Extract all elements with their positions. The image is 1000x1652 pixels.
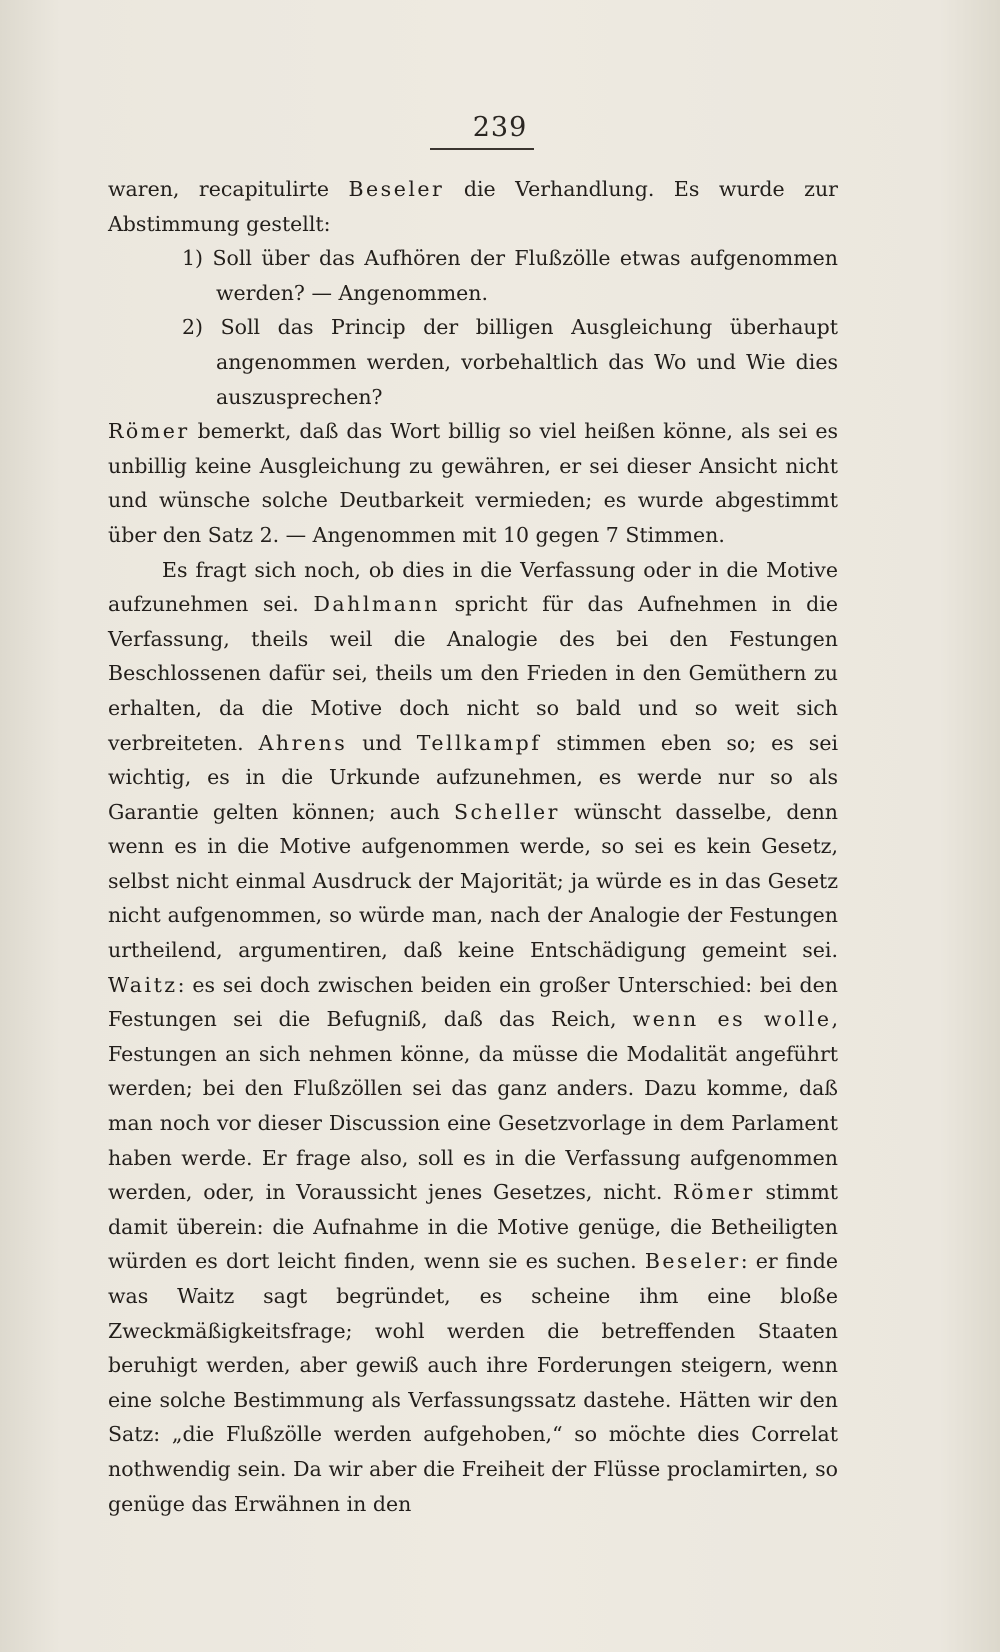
text-run: : er finde was Waitz sagt begründet, es scheine ihm eine bloße Zweckmäßigkeitsfrage; wohl werden die betreffenden Staaten beruhigt werden, aber gewiß auch ihre Forderungen steigern, wenn eine solche Bestimmung als Verfassungssatz dastehe. Hätten wir den Satz: „die Flußzölle werden aufgehoben,“ so möchte dies Correlat nothwendig sein. Da wir aber die Freiheit der Flüsse proclamirten, so genüge das Erwähnen in den <box>108 1249 838 1516</box>
text-run: waren, recapitulirte <box>108 177 349 201</box>
spaced-name: Dahlmann <box>313 592 440 617</box>
paragraph <box>108 553 838 1522</box>
text-run: 1) Soll über das Aufhören der Flußzölle etwas aufgenommen werden? — Angenommen. <box>182 246 838 305</box>
spaced-name: Tellkampf <box>416 730 542 755</box>
text-run: stimmt damit überein: die Aufnahme in die Motive genüge, die Betheiligten würden es dort leicht finden, wenn sie es suchen. <box>108 1180 838 1274</box>
body-text <box>108 172 838 1521</box>
numbered-item <box>108 241 838 310</box>
spaced-name: Römer <box>673 1180 755 1205</box>
numbered-item <box>108 310 838 414</box>
header-rule <box>430 148 534 150</box>
spaced-name: Ahrens <box>258 730 348 755</box>
text-run: und <box>347 730 417 755</box>
text-run: spricht für das Aufnehmen in die Verfassung, theils weil die Analogie des bei den Festungen Beschlossenen dafür sei, theils um den Frieden in den Gemüthern zu erhalten, da die Motive doch nicht so bald und so weit sich verbreiteten. <box>108 592 838 755</box>
spaced-name: Waitz <box>108 972 178 997</box>
text-run: die Verhandlung. Es wurde zur Abstimmung gestellt: <box>108 177 838 236</box>
spaced-name: Scheller <box>453 799 560 824</box>
text-run: stimmen eben so; es sei wichtig, es in die Urkunde aufzunehmen, es werde nur so als Garantie gelten können; auch <box>108 730 839 824</box>
spaced-name: Römer <box>108 419 190 444</box>
page-number: 239 <box>472 112 528 143</box>
text-run: Es fragt sich noch, ob dies in die Verfassung oder in die Motive aufzunehmen sei. <box>108 557 838 617</box>
spaced-name: Beseler <box>644 1249 741 1274</box>
spaced-name: Beseler <box>348 177 445 201</box>
text-run: 2) Soll das Princip der billigen Ausgleichung überhaupt angenommen werden, vorbehaltlich das Wo und Wie dies auszusprechen? <box>182 315 838 409</box>
text-run: : es sei doch zwischen beiden ein großer Unterschied: bei den Festungen sei die Befugniß, daß das Reich, <box>108 972 838 1032</box>
text-run: , Festungen an sich nehmen könne, da müsse die Modalität angeführt werden; bei den Flußzöllen sei das ganz anders. Dazu komme, daß man noch vor dieser Discussion eine Gesetzvorlage in dem Parlament haben werde. Er frage also, soll es in die Verfassung aufgenommen werden, oder, in Voraussicht jenes Gesetzes, nicht. <box>108 1007 838 1205</box>
paragraph <box>108 172 838 241</box>
text-run: wünscht dasselbe, denn wenn es in die Motive aufgenommen werde, so sei es kein Gesetz, selbst nicht einmal Ausdruck der Majorität; ja würde es in das Gesetz nicht aufgenommen, so würde man, nach der Analogie der Festungen urtheilend, argumentiren, daß keine Entschädigung gemeint sei. <box>108 799 839 963</box>
text-run: bemerkt, daß das Wort billig so viel heißen könne, als sei es unbillig keine Ausgleichung zu gewähren, er sei dieser Ansicht nicht und wünsche solche Deutbarkeit vermieden; es wurde abgestimmt über den Satz 2. — Angenommen mit 10 gegen 7 Stimmen. <box>108 419 838 547</box>
spaced-name: wenn es wolle <box>632 1007 832 1032</box>
paragraph <box>108 414 838 552</box>
